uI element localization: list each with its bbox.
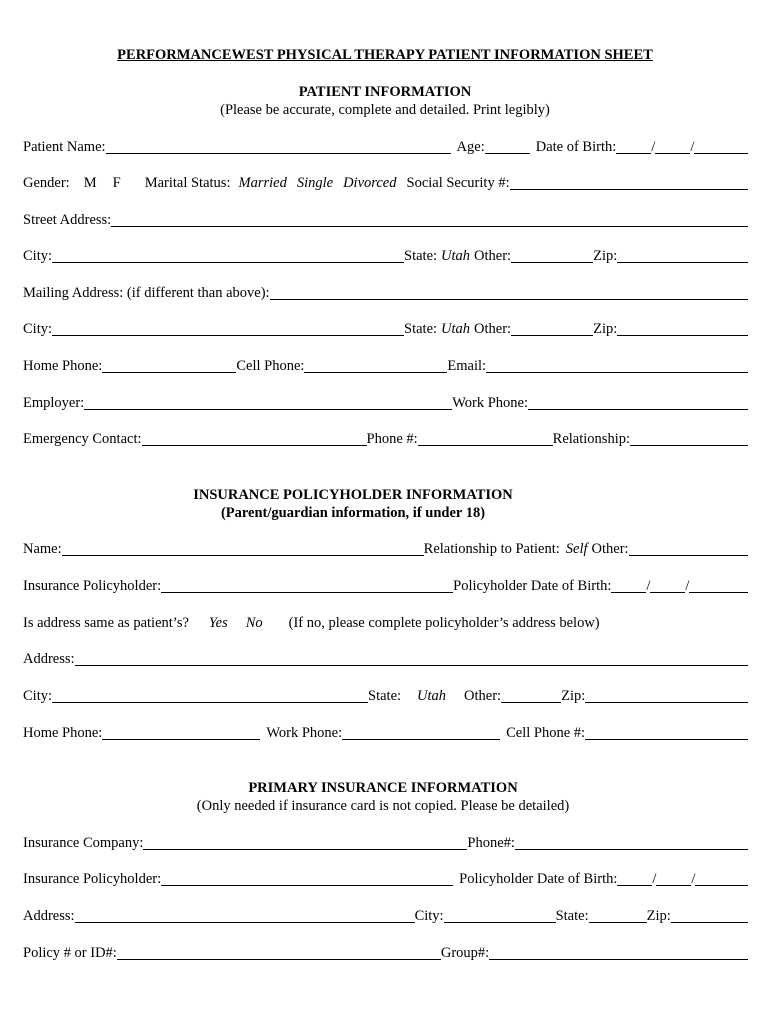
- same-address-question: Is address same as patient’s?: [23, 615, 189, 631]
- ph-city-field[interactable]: [52, 688, 368, 703]
- state-other-label: Other:: [474, 248, 512, 264]
- row-primary-address: [23, 907, 748, 925]
- city-field[interactable]: [52, 248, 404, 263]
- ins-company-field[interactable]: [143, 835, 467, 850]
- rel-other-label: Other:: [591, 541, 629, 557]
- primary-state-field[interactable]: [589, 908, 647, 923]
- ph-state-other-label: Other:: [464, 688, 502, 704]
- ph-address-label: Address:: [23, 651, 75, 667]
- primary-address-field[interactable]: [75, 908, 415, 923]
- cell-phone-label: Cell Phone:: [236, 358, 305, 374]
- mailing-state-other-field[interactable]: [511, 321, 593, 336]
- primary-section-subheading: (Only needed if insurance card is not copied. Please be detailed): [196, 798, 570, 814]
- row-ph-address: [23, 650, 748, 668]
- dob-slash: /: [690, 139, 695, 155]
- primary-ph-dob-day-field[interactable]: [656, 871, 691, 886]
- dob-slash: /: [685, 578, 690, 594]
- marital-option-divorced[interactable]: Divorced: [343, 175, 397, 191]
- row-ph-city-state-zip: [23, 687, 748, 705]
- emergency-phone-label: Phone #:: [366, 431, 418, 447]
- same-address-instruction: (If no, please complete policyholder’s address below): [288, 615, 600, 631]
- relationship-field[interactable]: [630, 431, 748, 446]
- rel-other-field[interactable]: [629, 541, 748, 556]
- city-label: City:: [23, 248, 53, 264]
- same-address-no[interactable]: No: [245, 615, 263, 631]
- primary-zip-label: Zip:: [646, 908, 671, 924]
- ph-work-phone-field[interactable]: [342, 725, 500, 740]
- state-other-field[interactable]: [511, 248, 593, 263]
- dob-slash: /: [652, 871, 657, 887]
- ph-dob-month-field[interactable]: [611, 578, 646, 593]
- mailing-state-option-utah[interactable]: Utah: [441, 321, 471, 337]
- same-address-yes[interactable]: Yes: [208, 615, 228, 631]
- marital-status-label: Marital Status:: [144, 175, 231, 191]
- ins-company-label: Insurance Company:: [23, 835, 144, 851]
- ph-address-field[interactable]: [75, 651, 748, 666]
- email-field[interactable]: [486, 358, 748, 373]
- street-address-field[interactable]: [111, 212, 748, 227]
- ph-home-phone-field[interactable]: [102, 725, 260, 740]
- dob-label: Date of Birth:: [535, 139, 617, 155]
- primary-zip-field[interactable]: [671, 908, 748, 923]
- group-field[interactable]: [489, 945, 748, 960]
- group-label: Group#:: [440, 945, 490, 961]
- policyholder-section-heading: INSURANCE POLICYHOLDER INFORMATION: [193, 487, 513, 503]
- ins-policyholder-label: Insurance Policyholder:: [23, 578, 162, 594]
- patient-section-subheading: (Please be accurate, complete and detailed. Print legibly): [220, 102, 550, 118]
- patient-name-label: Patient Name:: [23, 139, 106, 155]
- mailing-city-field[interactable]: [52, 321, 404, 336]
- dob-slash: /: [691, 871, 696, 887]
- rel-to-patient-label: Relationship to Patient:: [423, 541, 560, 557]
- ph-city-label: City:: [23, 688, 53, 704]
- work-phone-field[interactable]: [528, 395, 748, 410]
- row-same-address: [23, 614, 748, 632]
- row-patient-name: [23, 138, 748, 156]
- city-label: City:: [23, 321, 53, 337]
- zip-label: Zip:: [593, 248, 618, 264]
- gender-option-m[interactable]: M: [83, 175, 97, 191]
- state-label: State:: [404, 321, 438, 337]
- employer-field[interactable]: [84, 395, 452, 410]
- age-label: Age:: [456, 139, 485, 155]
- ph-name-label: Name:: [23, 541, 62, 557]
- ph-state-option-utah[interactable]: Utah: [417, 688, 447, 704]
- ph-work-phone-label: Work Phone:: [266, 725, 343, 741]
- ins-phone-field[interactable]: [515, 835, 748, 850]
- cell-phone-field[interactable]: [304, 358, 447, 373]
- row-mailing-address: [23, 284, 748, 302]
- primary-ph-dob-year-field[interactable]: [695, 871, 748, 886]
- dob-month-field[interactable]: [616, 139, 651, 154]
- email-label: Email:: [447, 358, 487, 374]
- gender-label: Gender:: [23, 175, 70, 191]
- zip-field[interactable]: [617, 248, 748, 263]
- home-phone-field[interactable]: [102, 358, 236, 373]
- state-other-label: Other:: [474, 321, 512, 337]
- ph-state-other-field[interactable]: [501, 688, 561, 703]
- state-label: State:: [404, 248, 438, 264]
- primary-policyholder-label: Insurance Policyholder:: [23, 871, 162, 887]
- row-insurance-company: [23, 834, 748, 852]
- zip-label: Zip:: [593, 321, 618, 337]
- patient-section-heading: PATIENT INFORMATION: [298, 84, 472, 100]
- ins-policyholder-field[interactable]: [161, 578, 453, 593]
- ins-phone-label: Phone#:: [467, 835, 515, 851]
- row-policyholder-name: [23, 540, 748, 558]
- dob-day-field[interactable]: [655, 139, 690, 154]
- mailing-zip-field[interactable]: [617, 321, 748, 336]
- emergency-contact-field[interactable]: [142, 431, 367, 446]
- primary-section-heading: PRIMARY INSURANCE INFORMATION: [248, 780, 518, 796]
- ssn-label: Social Security #:: [406, 175, 510, 191]
- ph-dob-day-field[interactable]: [650, 578, 685, 593]
- rel-option-self[interactable]: Self: [565, 541, 588, 557]
- ph-name-field[interactable]: [62, 541, 424, 556]
- state-option-utah[interactable]: Utah: [441, 248, 471, 264]
- mailing-address-label: Mailing Address: (if different than above):: [23, 285, 270, 301]
- work-phone-label: Work Phone:: [452, 395, 528, 411]
- ph-zip-label: Zip:: [561, 688, 586, 704]
- primary-policyholder-field[interactable]: [161, 871, 453, 886]
- row-street-address: [23, 211, 748, 229]
- policy-id-label: Policy # or ID#:: [23, 945, 117, 961]
- street-address-label: Street Address:: [23, 212, 112, 228]
- row-ph-phones: [23, 724, 748, 742]
- form-title: PERFORMANCEWEST PHYSICAL THERAPY PATIENT INFORMATION SHEET: [117, 47, 653, 63]
- policy-id-field[interactable]: [117, 945, 441, 960]
- primary-city-label: City:: [414, 908, 444, 924]
- marital-option-single[interactable]: Single: [296, 175, 334, 191]
- row-gender-marital: [23, 174, 748, 192]
- ph-dob-label: Policyholder Date of Birth:: [453, 578, 612, 594]
- ph-cell-phone-label: Cell Phone #:: [506, 725, 586, 741]
- primary-ph-dob-label: Policyholder Date of Birth:: [459, 871, 618, 887]
- row-primary-policyholder: [23, 870, 748, 888]
- dob-year-field[interactable]: [694, 139, 748, 154]
- ph-cell-phone-field[interactable]: [585, 725, 748, 740]
- dob-slash: /: [646, 578, 651, 594]
- patient-name-field[interactable]: [106, 139, 451, 154]
- row-phones-email: [23, 357, 748, 375]
- dob-slash: /: [651, 139, 656, 155]
- primary-city-field[interactable]: [444, 908, 556, 923]
- age-field[interactable]: [485, 139, 530, 154]
- primary-address-label: Address:: [23, 908, 75, 924]
- gender-option-f[interactable]: F: [112, 175, 121, 191]
- marital-option-married[interactable]: Married: [238, 175, 287, 191]
- row-policyholder-dob: [23, 577, 748, 595]
- row-employer: [23, 394, 748, 412]
- row-emergency-contact: [23, 430, 748, 448]
- ph-zip-field[interactable]: [585, 688, 748, 703]
- relationship-label: Relationship:: [552, 431, 631, 447]
- ph-dob-year-field[interactable]: [689, 578, 748, 593]
- primary-state-label: State:: [555, 908, 589, 924]
- employer-label: Employer:: [23, 395, 85, 411]
- primary-ph-dob-month-field[interactable]: [617, 871, 652, 886]
- emergency-phone-field[interactable]: [418, 431, 553, 446]
- mailing-address-field[interactable]: [270, 285, 748, 300]
- policyholder-section-subheading: (Parent/guardian information, if under 18): [220, 505, 486, 521]
- row-city-state-zip: [23, 247, 748, 265]
- ssn-field[interactable]: [510, 175, 748, 190]
- emergency-contact-label: Emergency Contact:: [23, 431, 142, 447]
- ph-home-phone-label: Home Phone:: [23, 725, 103, 741]
- row-mailing-city-state-zip: [23, 320, 748, 338]
- ph-state-label: State:: [368, 688, 402, 704]
- home-phone-label: Home Phone:: [23, 358, 103, 374]
- row-policy-group: [23, 944, 748, 962]
